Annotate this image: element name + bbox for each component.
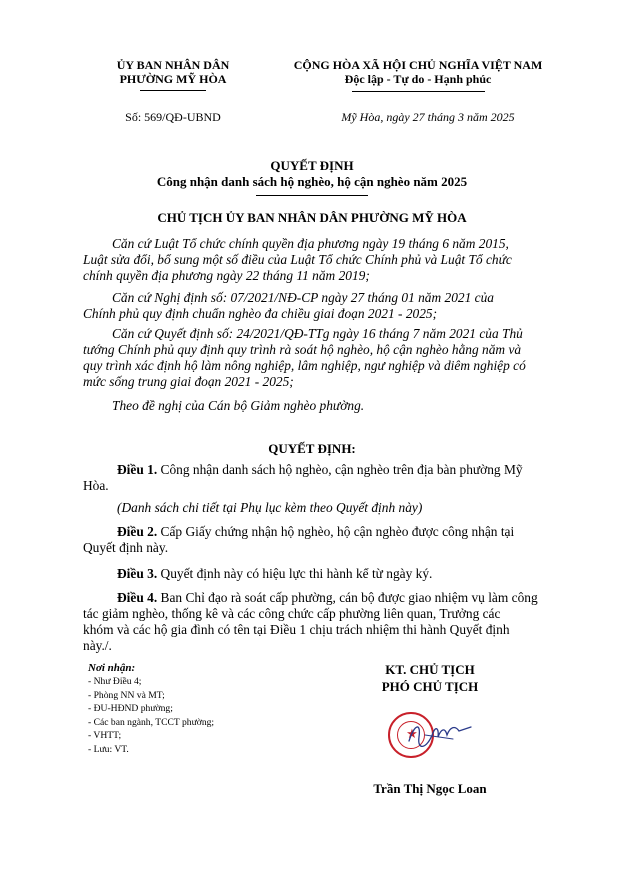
preamble-line: Chính phủ quy định chuẩn nghèo đa chiều giai đoạn 2021 - 2025; [83,306,438,321]
national-motto: Độc lập - Tự do - Hạnh phúc [344,72,492,86]
issuing-org-line1: ỦY BAN NHÂN DÂN [116,58,230,72]
recipient-item: - Như Điều 4; [88,676,142,687]
article-2 [117,524,577,540]
signer-role: KT. CHỦ TỊCH [385,662,475,677]
article-4 [117,590,577,606]
preamble-line: mức sống trung giai đoạn 2021 - 2025; [83,374,294,389]
recipient-item: - ĐU-HĐND phường; [88,703,173,714]
preamble-line: Căn cứ Nghị định số: 07/2021/NĐ-CP ngày 27 tháng 01 năm 2021 của [112,290,494,305]
article-text: Quyết định này có hiệu lực thi hành kể từ ngày ký. [157,566,433,581]
motto-underline [352,91,485,92]
subject-underline [256,195,368,196]
org-underline [140,90,206,91]
document-number: Số: 569/QĐ-UBND [125,110,221,124]
article-1-continuation: Hòa. [83,478,109,493]
star-icon: ★ [406,727,418,742]
article-3 [117,566,577,582]
document-subject: Công nhận danh sách hộ nghèo, hộ cận nghèo năm 2025 [156,174,468,189]
recipient-item: - VHTT; [88,730,122,741]
recipient-item: - Các ban ngành, TCCT phường; [88,716,215,728]
recipient-item: - Phòng NN và MT; [88,689,165,701]
document-title: QUYẾT ĐỊNH [270,158,354,173]
article-label: Điều 2. [117,524,158,539]
preamble-line: Luật sửa đổi, bổ sung một số điều của Luật Tổ chức Chính phủ và Luật Tổ chức [83,252,512,267]
article-2-continuation: Quyết định này. [83,540,169,555]
handwritten-signature [405,715,475,755]
article-label: Điều 3. [117,566,158,581]
article-4-continuation: khóm và các hộ gia đình có tên tại Điều 1 chịu trách nhiệm thi hành Quyết định [83,622,510,637]
signer-title: PHÓ CHỦ TỊCH [381,679,479,694]
issuing-org-line2: PHƯỜNG MỸ HÒA [119,72,227,86]
article-1 [117,462,577,478]
article-label: Điều 1. [117,462,158,477]
signer-name: Trần Thị Ngọc Loan [373,781,487,796]
recipient-item: - Lưu: VT. [88,743,129,755]
preamble-line: tướng Chính phủ quy định quy trình rà soát hộ nghèo, hộ cận nghèo hằng năm và [83,342,522,357]
article-text: Công nhận danh sách hộ nghèo, cận nghèo trên địa bàn phường Mỹ [157,462,523,477]
recipients-list [88,675,308,756]
article-text: Ban Chỉ đạo rà soát cấp phường, cán bộ được giao nhiệm vụ làm công [157,590,538,605]
preamble-line: quy trình xác định hộ làm nông nghiệp, lâm nghiệp, ngư nghiệp và diêm nghiệp có [83,358,526,373]
article-4-continuation: này./. [83,638,112,653]
article-4-continuation: tác giảm nghèo, thống kê và các công chức cấp phường liên quan, Trưởng các [83,606,501,621]
recipients-heading: Nơi nhận: [88,662,136,674]
issuing-authority: CHỦ TỊCH ỦY BAN NHÂN DÂN PHƯỜNG MỸ HÒA [157,210,467,225]
article-1-note: (Danh sách chi tiết tại Phụ lục kèm theo Quyết định này) [117,500,423,515]
place-date: Mỹ Hòa, ngày 27 tháng 3 năm 2025 [341,110,515,124]
preamble-line: Căn cứ Luật Tổ chức chính quyền địa phương ngày 19 tháng 6 năm 2015, [112,236,509,251]
article-text: Cấp Giấy chứng nhận hộ nghèo, hộ cận nghèo được công nhận tại [157,524,515,539]
preamble-line: chính quyền địa phương ngày 22 tháng 11 năm 2019; [83,268,370,283]
decision-heading: QUYẾT ĐỊNH: [268,441,356,456]
national-title: CỘNG HÒA XÃ HỘI CHỦ NGHĨA VIỆT NAM [293,58,543,72]
preamble-line: Căn cứ Quyết định số: 24/2021/QĐ-TTg ngày 16 tháng 7 năm 2021 của Thủ [112,326,523,341]
article-label: Điều 4. [117,590,158,605]
preamble-line: Theo đề nghị của Cán bộ Giảm nghèo phường. [112,398,365,413]
